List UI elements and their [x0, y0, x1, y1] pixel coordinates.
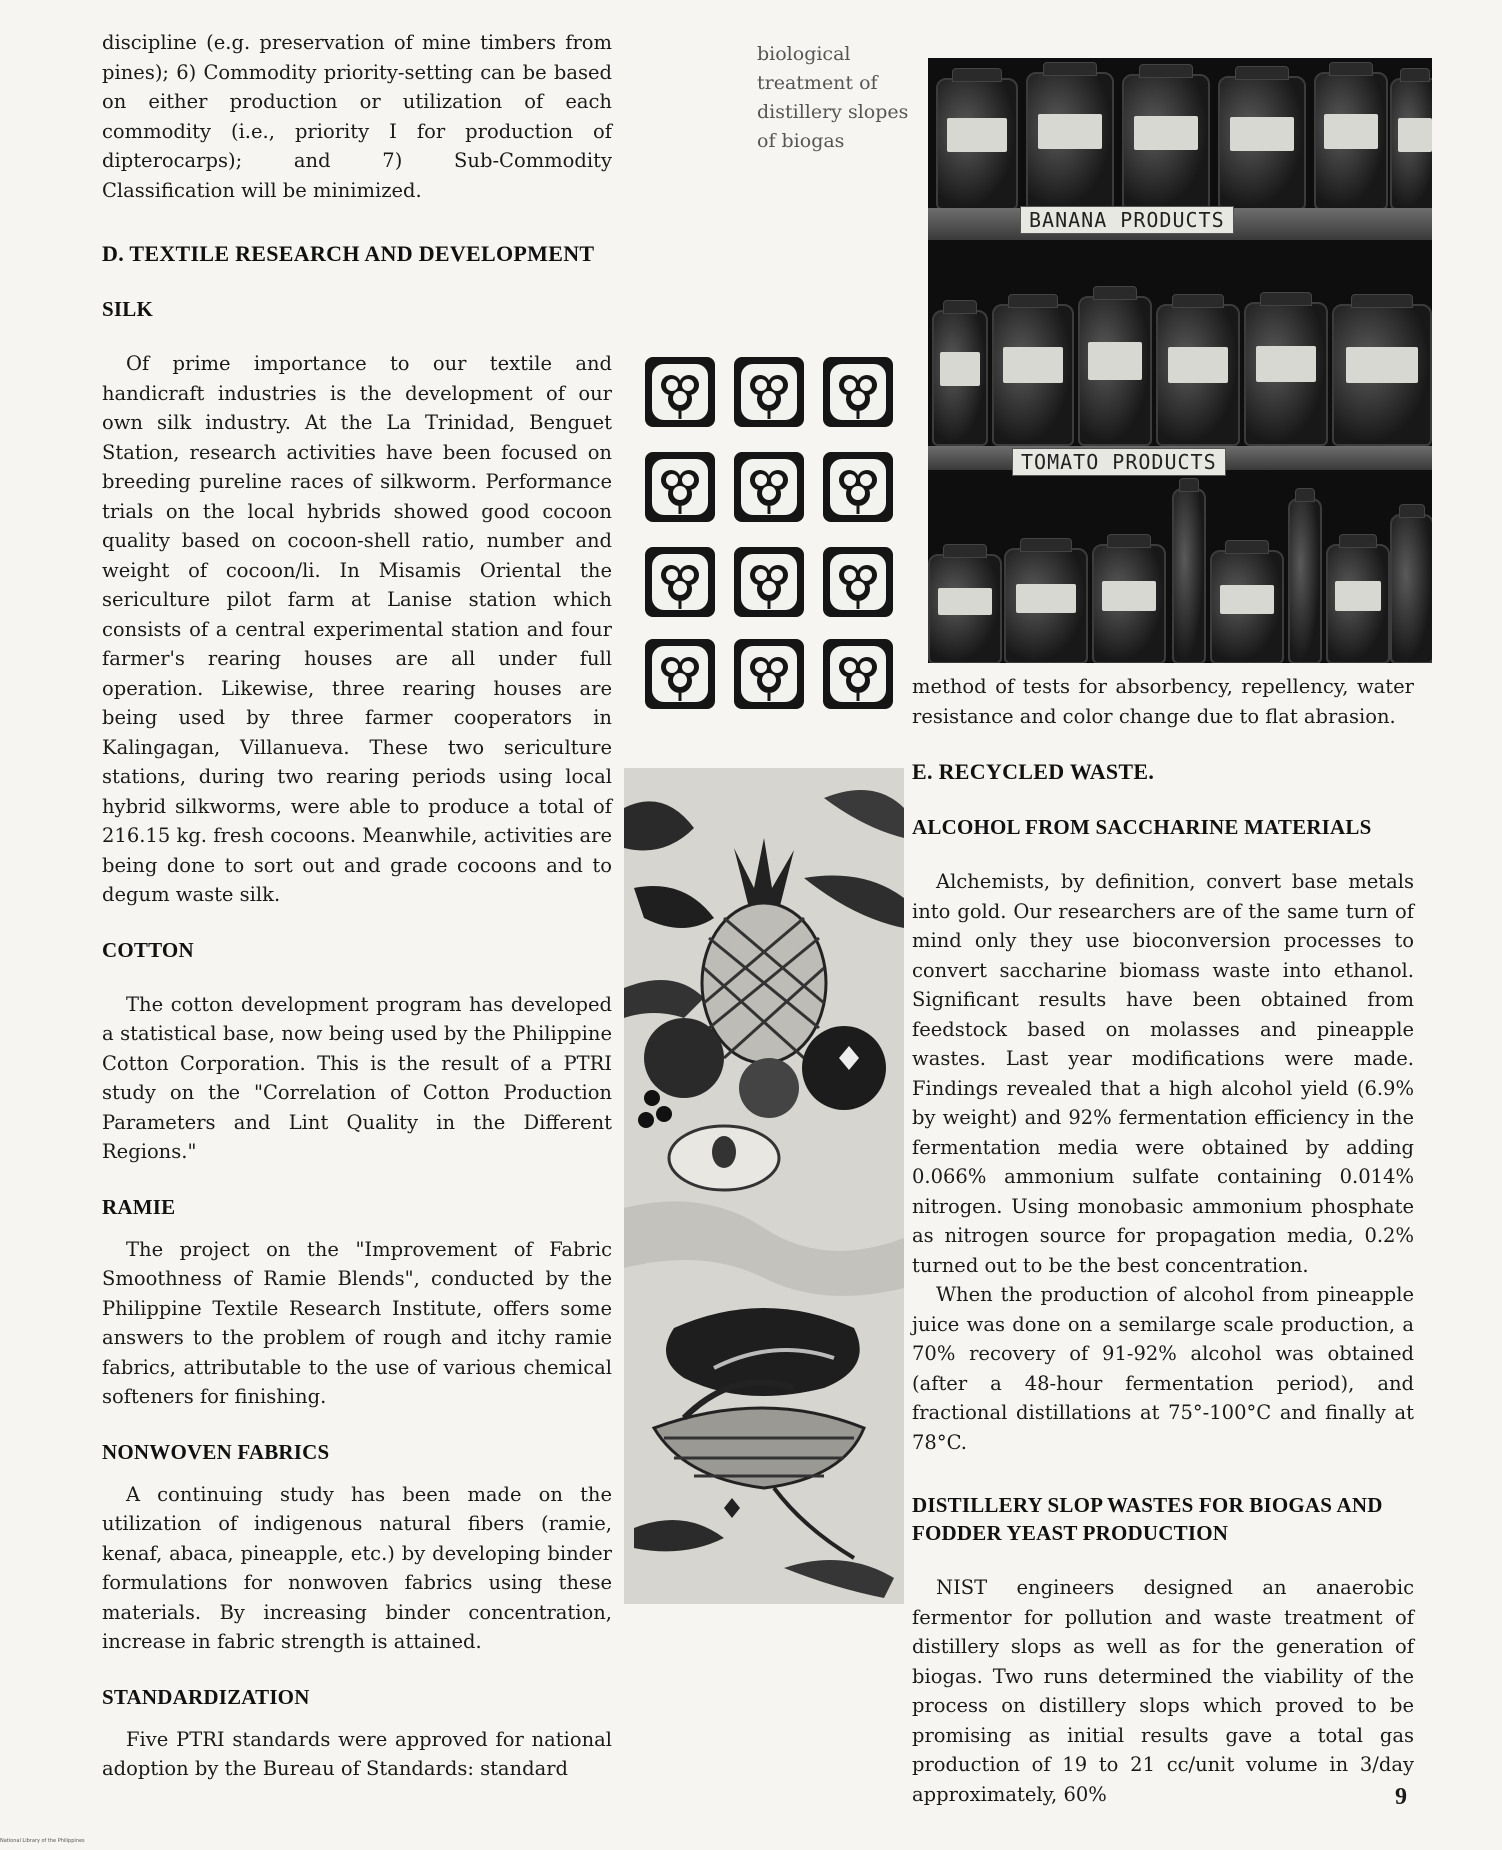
left-column — [102, 28, 612, 1784]
jar — [1078, 296, 1152, 446]
cotton-icon-grid — [645, 357, 895, 713]
shelf-photo — [928, 58, 1432, 663]
tomato-products-label: TOMATO PRODUCTS — [1012, 448, 1226, 476]
jar — [1244, 302, 1328, 446]
section-d-heading: D. TEXTILE RESEARCH AND DEVELOPMENT — [102, 241, 595, 266]
section-e-heading: E. RECYCLED WASTE. — [912, 759, 1155, 784]
jar — [1314, 72, 1388, 210]
bottle — [1390, 514, 1432, 663]
jar — [1156, 304, 1240, 446]
bottle — [1288, 498, 1322, 663]
cotton-body: The cotton development program has developed a statistical base, now being used by the Philippine Cotton Corporation. This is the result of a PTRI study on the "Correlation of Cotton Production Parameters and Lint Quality in the Different Regions." — [102, 992, 612, 1163]
cotton-boll-icon — [734, 639, 804, 709]
jar — [1122, 74, 1210, 210]
cotton-boll-icon — [645, 547, 715, 617]
page-number: 9 — [1395, 1784, 1407, 1810]
cotton-boll-icon — [734, 357, 804, 427]
photo-caption: biological treatment of distillery slopes of biogas — [757, 43, 909, 152]
alcohol-heading: ALCOHOL FROM SACCHARINE MATERIALS — [912, 815, 1372, 839]
cotton-boll-icon — [645, 357, 715, 427]
distillery-body: NIST engineers designed an anaerobic fermentor for pollution and waste treatment of distillery slops as well as for the generation of biogas. Two runs determined the viability of the process on distillery slops which proved to be promising as initial results gave a total gas production of 19 to 21 cc/unit volume in 3/day approximately, 60% — [912, 1576, 1414, 1806]
cotton-boll-icon — [645, 452, 715, 522]
ramie-body: The project on the "Improvement of Fabric Smoothness of Ramie Blends", conducted by the Philippine Textile Research Institute, offers some answers to the problem of rough and itchy ramie fabrics, attributable to the use of various chemical softeners for finishing. — [102, 1237, 612, 1408]
alcohol-body-2: When the production of alcohol from pineapple juice was done on a semilarge scale production, a 70% recovery of 91-92% alcohol was obtained (after a 48-hour fermentation period), and fractional distillations at 75°-100°C and finally at 78°C. — [912, 1283, 1414, 1454]
jar — [1332, 304, 1432, 446]
cotton-boll-icon — [734, 547, 804, 617]
cotton-boll-icon — [734, 452, 804, 522]
cotton-boll-icon — [645, 639, 715, 709]
cotton-heading: COTTON — [102, 937, 194, 962]
jar — [928, 554, 1002, 663]
jar — [932, 310, 988, 446]
standardization-body: Five PTRI standards were approved for national adoption by the Bureau of Standards: standard — [102, 1727, 612, 1780]
intro-paragraph: discipline (e.g. preservation of mine timbers from pines); 6) Commodity priority-setting can be based on either production or utilization of each commodity (i.e., priority I for production of dipterocarps); and 7) Sub-Commodity Classification will be minimized. — [102, 31, 612, 202]
jar — [1026, 72, 1114, 210]
jar — [1210, 550, 1284, 663]
continuation-paragraph: method of tests for absorbency, repellency, water resistance and color change due to flat abrasion. — [912, 675, 1414, 728]
jar — [992, 304, 1074, 446]
scan-credit: National Library of the Philippines — [0, 1838, 85, 1844]
nonwoven-heading: NONWOVEN FABRICS — [102, 1439, 330, 1464]
silk-body: Of prime importance to our textile and handicraft industries is the development of our own silk industry. At the La Trinidad, Benguet Station, research activities have been focused on breeding pureline races of silkworm. Performance trials on the local hybrids showed good cocoon quality based on cocoon-shell ratio, number and weight of cocoon/li. In Misamis Oriental the sericulture pilot farm at Lanise station which consists of a central experimental station and four farmer's rearing houses are all under full operation. Likewise, three rearing houses are being used by three farmer cooperators in Kalingagan, Villanueva. These two sericulture stations, during two rearing periods using local hybrid silkworms, were able to produce a total of 216.15 kg. fresh cocoons. Meanwhile, activities are being done to sort out and grade cocoons and to degum waste silk. — [102, 352, 612, 906]
cotton-boll-icon — [823, 547, 893, 617]
bottle — [1172, 488, 1206, 663]
alcohol-body-1: Alchemists, by definition, convert base metals into gold. Our researchers are of the same turn of mind only they use bioconversion processes to convert saccharine biomass waste into ethanol. Significant results have been obtained from feedstock based on molasses and pineapple wastes. Last year modifications were made. Findings revealed that a high alcohol yield (6.9% by weight) and 92% fermentation efficiency in the fermentation media were obtained by adding 0.066% ammonium sulfate containing 0.014% nitrogen. Using monobasic ammonium phosphate as nitrogen source for propagation media, 0.2% turned out to be the best concentration. — [912, 870, 1414, 1277]
fabric-print-image — [624, 768, 904, 1604]
jar — [1218, 76, 1306, 210]
ramie-heading: RAMIE — [102, 1194, 176, 1219]
cotton-boll-icon — [823, 452, 893, 522]
distillery-heading: DISTILLERY SLOP WASTES FOR BIOGAS AND FODDER YEAST PRODUCTION — [912, 1493, 1383, 1545]
silk-heading: SILK — [102, 297, 153, 321]
cotton-boll-icon — [823, 357, 893, 427]
standardization-heading: STANDARDIZATION — [102, 1684, 310, 1709]
jar — [1092, 544, 1166, 663]
fruit-pattern-illustration — [624, 768, 904, 1604]
jar — [1390, 78, 1432, 210]
jar — [1004, 548, 1088, 663]
jar — [1326, 544, 1390, 663]
jar — [936, 78, 1018, 210]
nonwoven-body: A continuing study has been made on the utilization of indigenous natural fibers (ramie, kenaf, abaca, pineapple, etc.) by developing binder formulations for nonwoven fabrics using these materials. By increasing binder concentration, increase in fabric strength is attained. — [102, 1482, 612, 1653]
banana-products-label: BANANA PRODUCTS — [1020, 206, 1234, 234]
cotton-boll-icon — [823, 639, 893, 709]
right-column — [912, 672, 1414, 1809]
